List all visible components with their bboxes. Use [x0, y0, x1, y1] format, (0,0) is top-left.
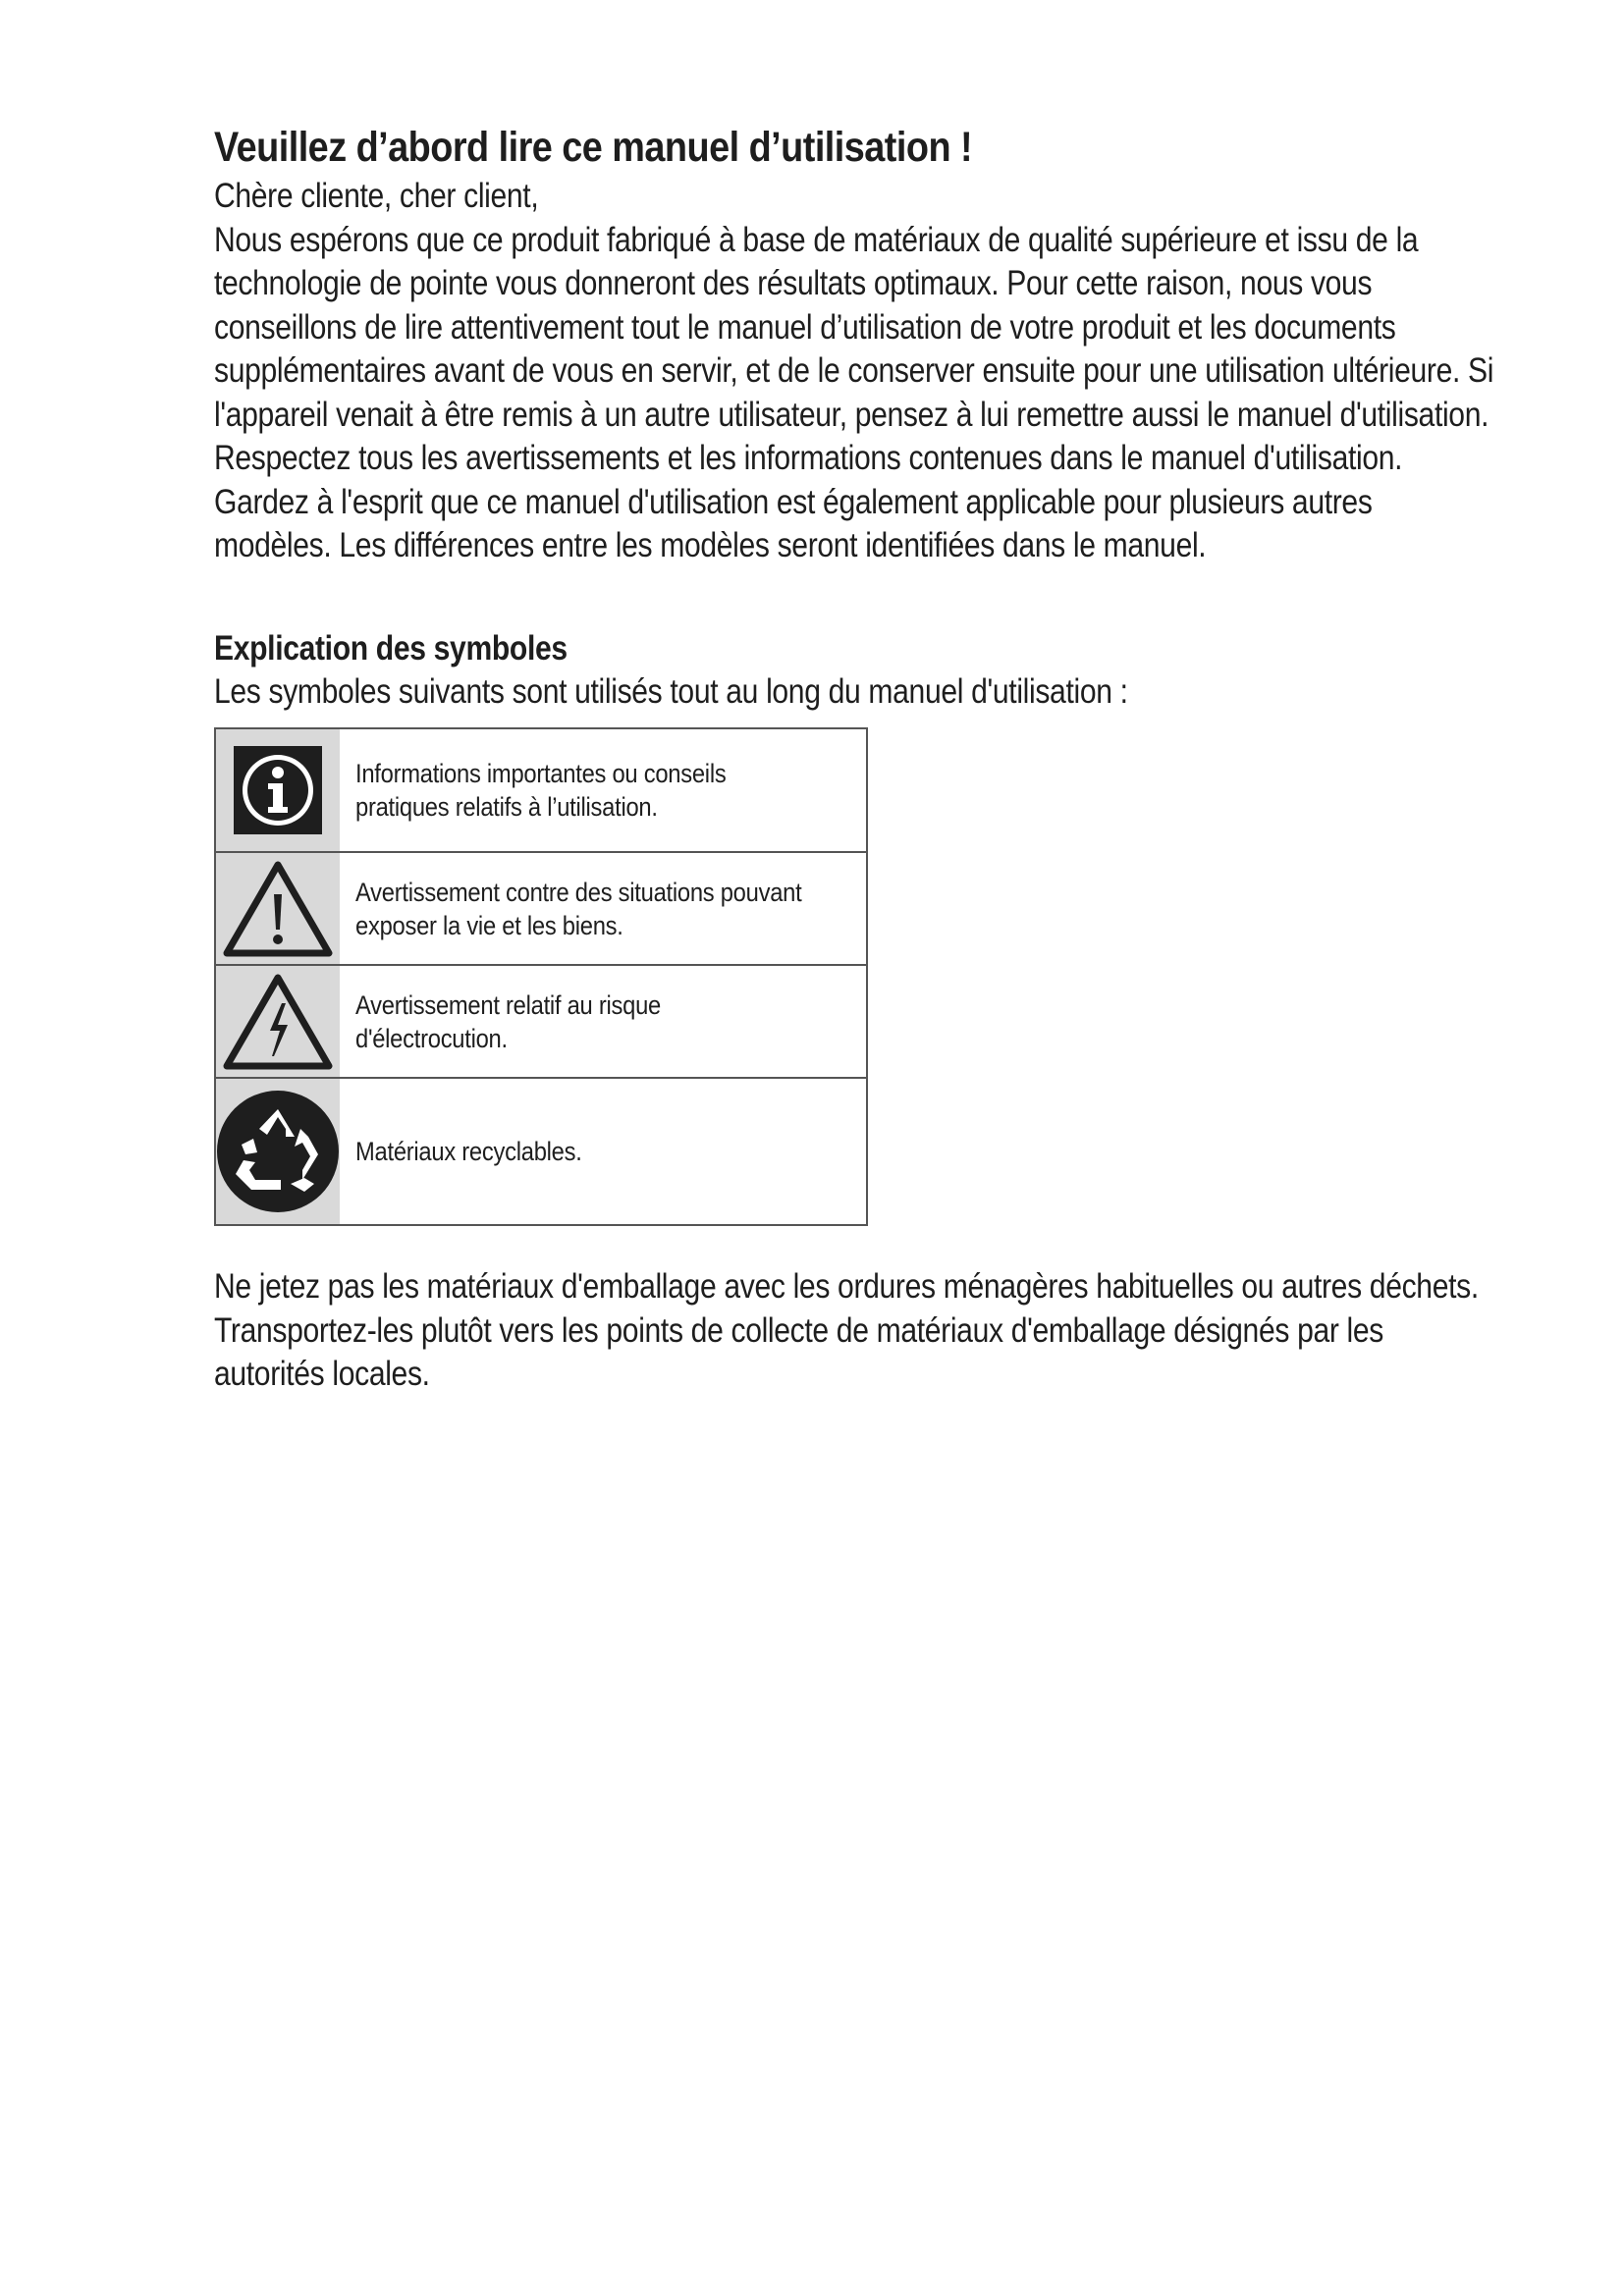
symbol-cell [215, 852, 340, 965]
warning-icon [223, 861, 333, 957]
symbol-row-info [215, 728, 867, 852]
symbol-row-recycle [215, 1078, 867, 1225]
page-title: Veuillez d’abord lire ce manuel d’utilisation ! [214, 124, 973, 171]
greeting: Chère cliente, cher client, [214, 177, 539, 215]
symbol-row-warning [215, 852, 867, 965]
symbol-description [340, 965, 867, 1078]
electric-description: Avertissement relatif au risque d'électrocution. [355, 989, 661, 1053]
intro-paragraph: Nous espérons que ce produit fabriqué à base de matériaux de qualité supérieure et issu de la technologie de pointe vous donneront des résultats optimaux. Pour cette raison, nous vous conseillons de lire attentivement tout le manuel d’utilisation de votre produit et les documents supplémentaires avant de vous en servir, et de le conserver ensuite pour une utilisation ultérieure. Si l'appareil venait à être remis à un autre utilisateur, pensez à lui remettre aussi le manuel d'utilisation. Respectez tous les avertissements et les informations contenues dans le manuel d'utilisation. Gardez à l'esprit que ce manuel d'utilisation est également applicable pour plusieurs autres modèles. Les différences entre les modèles seront identifiées dans le manuel. [214, 220, 1494, 564]
recycle-icon [216, 1090, 340, 1213]
recycle-description: Matériaux recyclables. [355, 1137, 582, 1166]
info-description: Informations importantes ou conseils pratiques relatifs à l’utilisation. [355, 759, 727, 822]
manual-page [214, 120, 1500, 1397]
symbol-cell [215, 728, 340, 852]
symbol-cell [215, 1078, 340, 1225]
symbols-heading: Explication des symboles [214, 628, 568, 667]
symbol-cell [215, 965, 340, 1078]
info-icon [234, 746, 322, 834]
symbols-table [214, 727, 868, 1226]
symbols-intro: Les symboles suivants sont utilisés tout au long du manuel d'utilisation : [214, 671, 1128, 711]
symbol-description [340, 728, 867, 852]
closing-paragraph: Ne jetez pas les matériaux d'emballage avec les ordures ménagères habituelles ou autres déchets. Transportez-les plutôt vers les points de collecte de matériaux d'emballage désignés par les autorités locales. [214, 1267, 1479, 1393]
intro-block [214, 175, 1500, 568]
symbol-row-electric [215, 965, 867, 1078]
outro-block [214, 1265, 1500, 1397]
electric-shock-icon [223, 974, 333, 1070]
symbol-description [340, 852, 867, 965]
warning-description: Avertissement contre des situations pouvant exposer la vie et les biens. [355, 877, 802, 940]
symbol-description [340, 1078, 867, 1225]
